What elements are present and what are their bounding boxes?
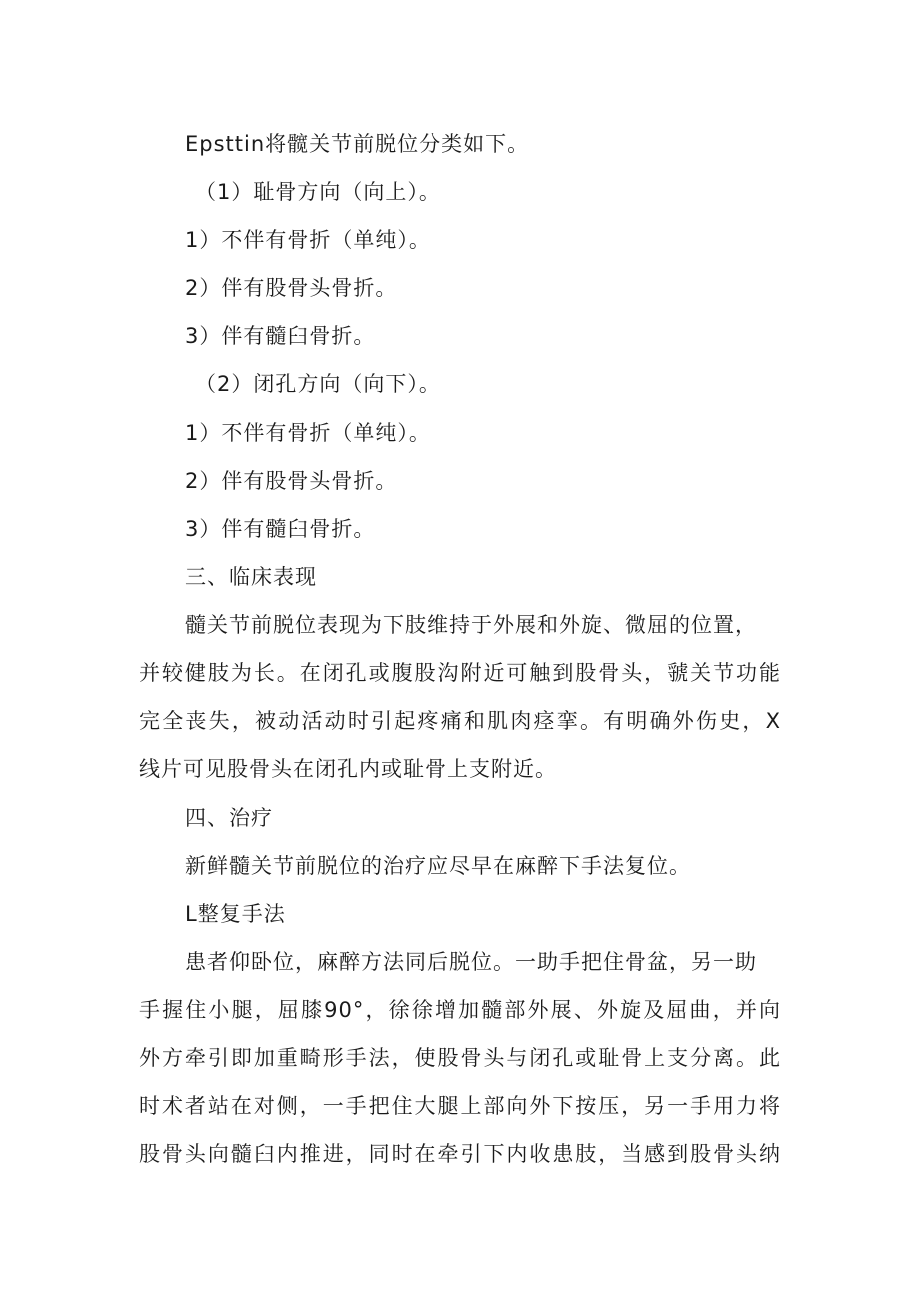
text-line: 完全丧失，被动活动时引起疼痛和肌肉痉挛。有明确外伤史，X bbox=[139, 709, 781, 733]
text-line: 3）伴有髓臼骨折。 bbox=[185, 517, 376, 541]
text-line: 新鲜髓关节前脱位的治疗应尽早在麻醉下手法复位。 bbox=[185, 854, 691, 878]
text-line: 2）伴有股骨头骨折。 bbox=[185, 276, 398, 300]
section-heading: 三、临床表现 bbox=[185, 565, 317, 589]
text-line: Epsttin将髋关节前脱位分类如下。 bbox=[185, 132, 530, 156]
text-line: 线片可见股骨头在闭孔内或耻骨上支附近。 bbox=[139, 757, 557, 781]
text-line: 时术者站在对侧，一手把住大腿上部向外下按压，另一手用力将 bbox=[139, 1094, 781, 1118]
text-line: （1）耻骨方向（向上）。 bbox=[195, 180, 441, 204]
text-line: 3）伴有髓臼骨折。 bbox=[185, 324, 376, 348]
text-line: 并较健肢为长。在闭孔或腹股沟附近可触到股骨头，虢关节功能 bbox=[139, 661, 781, 685]
subsection-heading: L整复手法 bbox=[185, 902, 286, 926]
text-line: 手握住小腿，屈膝90°，徐徐增加髓部外展、外旋及屈曲，并向 bbox=[139, 998, 781, 1022]
text-line: 2）伴有股骨头骨折。 bbox=[185, 469, 398, 493]
text-line: （2）闭孔方向（向下）。 bbox=[195, 372, 441, 396]
section-heading: 四、治疗 bbox=[185, 806, 273, 830]
text-line: 髓关节前脱位表现为下肢维持于外展和外旋、微屈的位置， bbox=[185, 613, 757, 637]
text-line: 患者仰卧位，麻醉方法同后脱位。一助手把住骨盆，另一助 bbox=[185, 950, 757, 974]
text-line: 外方牵引即加重畸形手法，使股骨头与闭孔或耻骨上支分离。此 bbox=[139, 1046, 781, 1070]
text-line: 股骨头向髓臼内推进，同时在牵引下内收患肢，当感到股骨头纳 bbox=[139, 1142, 781, 1166]
text-line: 1）不伴有骨折（单纯）。 bbox=[185, 228, 431, 252]
text-line: 1）不伴有骨折（单纯）。 bbox=[185, 421, 431, 445]
